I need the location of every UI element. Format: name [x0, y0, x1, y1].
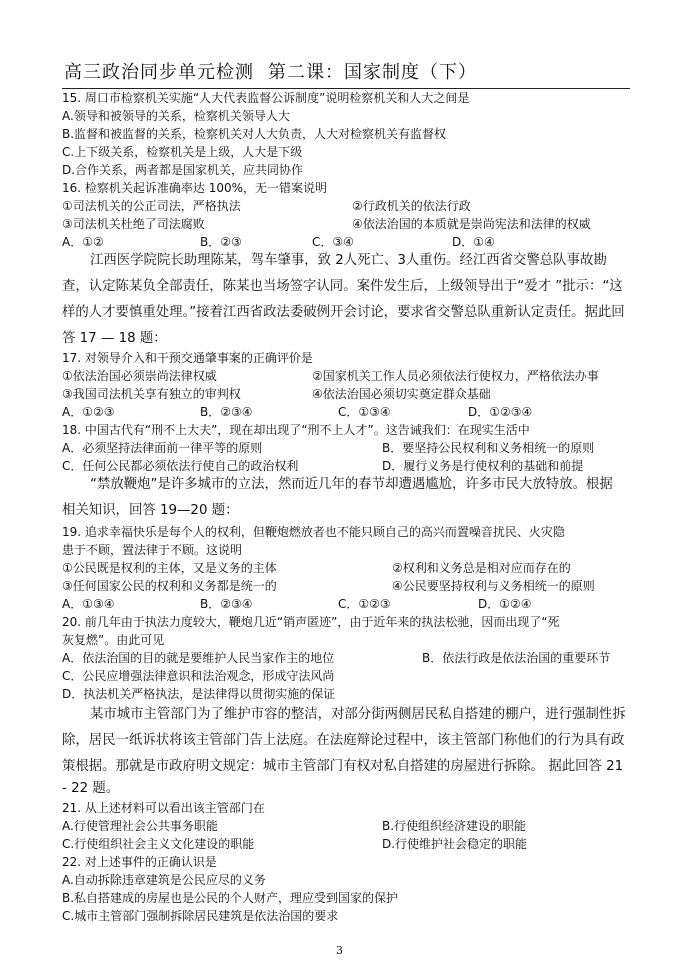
question-20-option-a: A．依法治国的目的就是要维护人民当家作主的地位	[62, 651, 335, 665]
question-21-option-a: A.行使管理社会公共事务职能	[62, 819, 218, 833]
question-15-option-c: C.上下级关系，检察机关是上级，人大是下级	[62, 145, 303, 159]
material-1-line-4: 答 17 — 18 题：	[62, 331, 167, 346]
question-19-statement-2: ②权利和义务总是相对应而存在的	[392, 561, 571, 575]
subject-title: 高三政治同步单元检测	[64, 62, 254, 83]
question-19-stem-line-2: 患于不顾，置法律于不顾。这说明	[62, 543, 243, 557]
question-19-stem-line-1: 19. 追求幸福快乐是每个人的权利，但鞭炮燃放者也不能只顾自己的高兴而置噪音扰民、火灾隐	[62, 525, 565, 539]
question-22-option-b: B.私自搭建成的房屋也是公民的个人财产，理应受到国家的保护	[62, 891, 399, 905]
lesson-title: 第二课：国家制度（下）	[268, 62, 477, 83]
question-20-stem-line-1: 20. 前几年由于执法力度较大，鞭炮几近“销声匿迹”，由于近年来的执法松驰，因而出现了“死	[62, 615, 560, 629]
question-16-statement-2: ②行政机关的依法行政	[352, 199, 471, 213]
material-1-line-2: 查，认定陈某负全部责任，陈某也当场签字认同。案件发生后，上级领导出于“爱才 ”批示：“这	[62, 279, 623, 294]
question-18-option-b: B．要坚持公民权利和义务相统一的原则	[382, 441, 595, 455]
question-16-option-c: C．③④	[312, 235, 354, 249]
question-17-statement-2: ②国家机关工作人员必须依法行使权力，严格依法办事	[312, 369, 599, 383]
question-16-statement-4: ④依法治国的本质就是崇尚宪法和法律的权威	[352, 217, 591, 231]
question-19-option-c: C．①②③	[338, 597, 391, 611]
question-15-stem: 15. 周口市检察机关实施“人大代表监督公诉制度”说明检察机关和人大之间是	[62, 91, 470, 105]
question-21-option-b: B.行使组织经济建设的职能	[382, 819, 527, 833]
question-19-statement-1: ①公民既是权利的主体，又是义务的主体	[62, 561, 277, 575]
question-17-option-c: C．①③④	[338, 405, 391, 419]
question-17-option-a: A．①②③	[62, 405, 115, 419]
question-16-option-a: A．①②	[62, 235, 104, 249]
question-17-statement-1: ①依法治国必须崇尚法律权威	[62, 369, 217, 383]
question-20-stem-line-2: 灰复燃”。由此可见	[62, 633, 165, 647]
question-18-option-a: A．必须坚持法律面前一律平等的原则	[62, 441, 263, 455]
question-16-option-d: D．①④	[452, 235, 495, 249]
material-1-line-1: 江西医学院院长助理陈某，驾车肇事，致 2人死亡、3人重伤。经江西省交警总队事故勘	[90, 253, 607, 268]
question-19-option-b: B．②③④	[200, 597, 253, 611]
question-20-option-b: B．依法行政是依法治国的重要环节	[422, 651, 611, 665]
material-3-line-4: - 22 题。	[62, 781, 120, 796]
question-21-option-c: C.行使组织社会主义文化建设的职能	[62, 837, 255, 851]
material-1-line-3: 样的人才要慎重处理。”接着江西省政法委破例开会讨论，要求省交警总队重新认定责任。据此回	[62, 305, 625, 320]
question-17-statement-3: ③我国司法机关享有独立的审判权	[62, 387, 241, 401]
question-17-option-b: B．②③④	[200, 405, 253, 419]
question-21-stem: 21. 从上述材料可以看出该主管部门在	[62, 801, 265, 815]
question-15-option-a: A.领导和被领导的关系，检察机关领导人大	[62, 109, 290, 123]
material-2-line-1: “禁放鞭炮”是许多城市的立法，然而近几年的春节却遭遇尴尬，许多市民大放特放。根据	[90, 477, 613, 492]
question-16-option-b: B．②③	[200, 235, 242, 249]
material-2-line-2: 相关知识，回答 19—20 题：	[62, 503, 239, 518]
question-22-option-a: A.自动拆除违章建筑是公民应尽的义务	[62, 873, 266, 887]
material-3-line-1: 某市城市主管部门为了维护市容的整洁，对部分街两侧居民私自搭建的棚户，进行强制性拆	[90, 707, 626, 722]
question-18-option-d: D．履行义务是行使权利的基础和前提	[382, 459, 584, 473]
question-17-stem: 17. 对领导介入和干预交通肇事案的正确评价是	[62, 351, 313, 365]
question-16-statement-1: ①司法机关的公正司法，严格执法	[62, 199, 241, 213]
question-18-option-c: C．任何公民都必须依法行使自己的政治权利	[62, 459, 299, 473]
question-22-stem: 22. 对上述事件的正确认识是	[62, 855, 217, 869]
question-15-option-d: D.合作关系，两者都是国家机关，应共同协作	[62, 163, 304, 177]
question-16-statement-3: ③司法机关杜绝了司法腐败	[62, 217, 205, 231]
page-header	[62, 60, 630, 89]
question-16-stem: 16. 检察机关起诉准确率达 100%，无一错案说明	[62, 181, 328, 195]
question-18-stem: 18. 中国古代有“刑不上大夫”，现在却出现了“刑不上人才”。这告诫我们：在现实生活中	[62, 423, 530, 437]
question-19-statement-4: ④公民要坚持权利与义务相统一的原则	[392, 579, 595, 593]
question-21-option-d: D.行使维护社会稳定的职能	[382, 837, 528, 851]
question-22-option-c: C.城市主管部门强制拆除居民建筑是依法治国的要求	[62, 909, 339, 923]
question-19-option-d: D．①②④	[478, 597, 532, 611]
question-20-option-d: D．执法机关严格执法，是法律得以贯彻实施的保证	[62, 687, 336, 701]
material-3-line-3: 策根据。那就是市政府明文规定：城市主管部门有权对私自搭建的房屋进行拆除。 据此回答 21	[62, 759, 624, 774]
question-17-option-d: D．①②③④	[468, 405, 533, 419]
page-number: 3	[336, 944, 343, 957]
question-19-option-a: A．①③④	[62, 597, 115, 611]
material-3-line-2: 除，居民一纸诉状将该主管部门告上法庭。在法庭辩论过程中，该主管部门称他们的行为具有政	[62, 733, 625, 748]
question-20-option-c: C．公民应增强法律意识和法治观念，形成守法风尚	[62, 669, 335, 683]
question-17-statement-4: ④依法治国必须切实奠定群众基础	[312, 387, 491, 401]
question-15-option-b: B.监督和被监督的关系，检察机关对人大负责，人大对检察机关有监督权	[62, 127, 447, 141]
question-19-statement-3: ③任何国家公民的权利和义务都是统一的	[62, 579, 277, 593]
